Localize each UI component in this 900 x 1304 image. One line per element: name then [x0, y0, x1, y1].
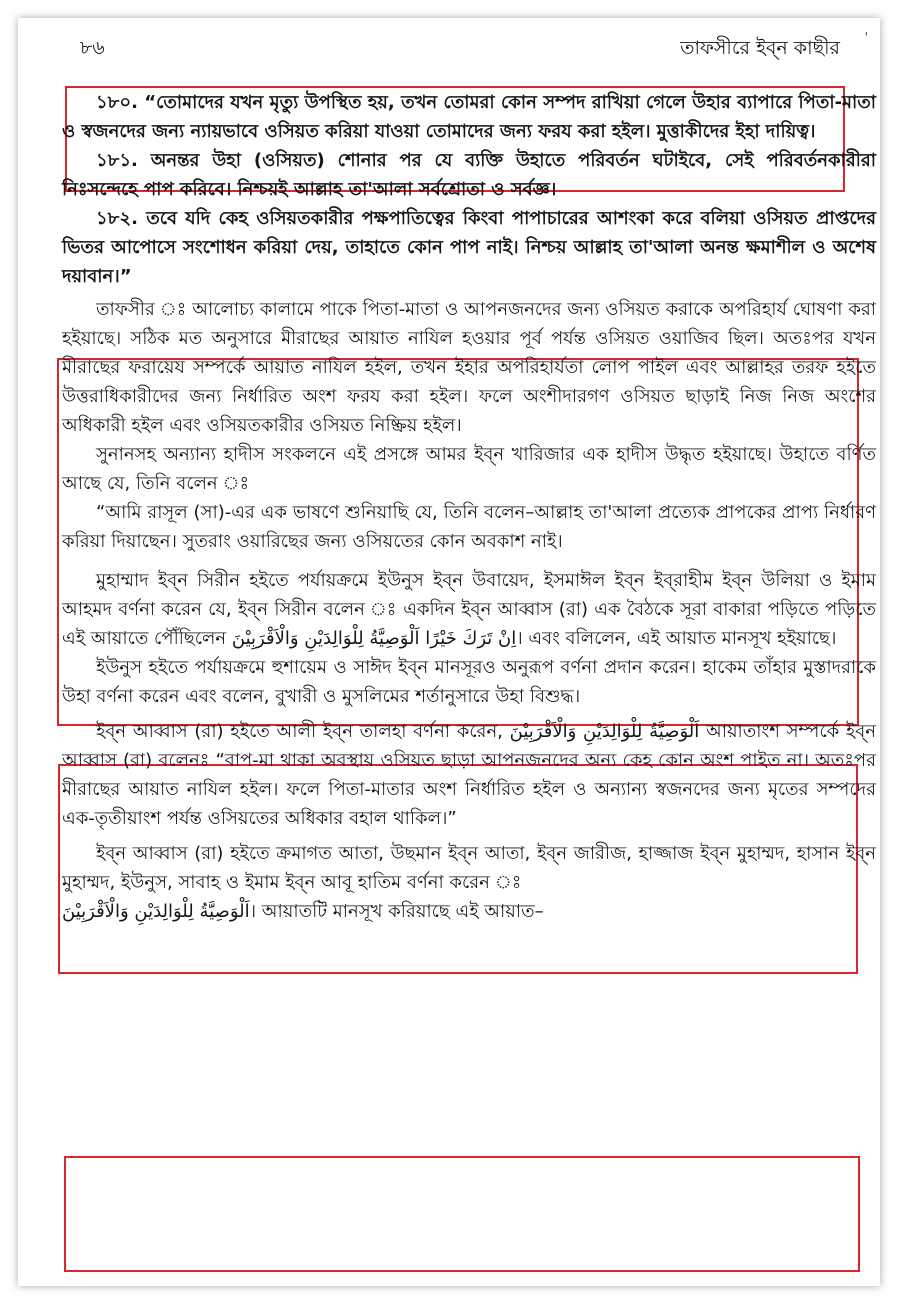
arabic-phrase-wasiyya-2: اَلْوَصِيَّةُ لِلْوَالِدَيْنِ وَالْاَقْرَبِيْنَ: [509, 721, 700, 742]
corner-mark: ': [864, 30, 868, 44]
sunan-hadith-intro: সুনানসহ অন্যান্য হাদীস সংকলনে এই প্রসঙ্গে আমর ইব্‌ন খারিজার এক হাদীস উদ্ধৃত হইয়াছে। উহাতে বর্ণিত আছে যে, তিনি বলেন ঃ: [62, 444, 876, 494]
page-header: [80, 34, 840, 64]
page-content: [62, 62, 876, 926]
talha-text-2: আয়াতাংশ সম্পর্কে ইব্‌ন আব্বাস (রা) বলেনঃ “বাপ-মা থাকা অবস্থায় ওসিয়ত ছাড়া আপনজনদের অন্য কেহ কোন অংশ পাইত না। অতঃপর মীরাছের আয়াত নাযিল হইল। ফলে পিতা-মাতার অংশ নির্ধারিত হইল ও অন্যান্য স্বজনদের জন্য মৃতের সম্পদের এক-তৃতীয়াংশ পর্যন্ত ওসিয়তের অধিকার বহাল থাকিল।”: [62, 721, 876, 829]
arabic-phrase-khayran: اِنْ تَرَكَ خَيْرًا: [425, 628, 517, 649]
talha-narration: [62, 717, 876, 833]
verse-180: ১৮০. “তোমাদের যখন মৃত্যু উপস্থিত হয়, তখন তোমরা কোন সম্পদ রাখিয়া গেলে উহার ব্যাপারে পিতা-মাতা ও স্বজনদের জন্য ন্যায়ভাবে ওসিয়ত করিয়া যাওয়া তোমাদের জন্য ফরয করা হইল। মুত্তাকীদের ইহা দায়িত্ব।: [62, 92, 876, 142]
talha-text: ইব্‌ন আব্বাস (রা) হইতে আলী ইব্‌ন তালহা বর্ণনা করেন,: [96, 721, 510, 742]
tafsir-intro: তাফসীর ঃ আলোচ্য কালামে পাকে পিতা-মাতা ও আপনজনদের জন্য ওসিয়ত করাকে অপরিহার্য ঘোষণা করা হইয়াছে। সঠিক মত অনুসারে মীরাছের আয়াত নাযিল হওয়ার পূর্ব পর্যন্ত ওসিয়ত ওয়াজিব ছিল। অতঃপর যখন মীরাছের ফরায়েয সম্পর্কে আয়াত নাযিল হইল, তখন ইহার অপরিহার্যতা লোপ পাইল এবং আল্লাহর তরফ হইতে উত্তরাধিকারীদের জন্য নির্ধারিত অংশ ফরয করা হইল। ফলে অংশীদারগণ ওসিয়ত ছাড়াই নিজ নিজ অংশের অধিকারী হইল এবং ওসিয়তকারীর ওসিয়ত নিষ্ক্রিয় হইল।: [62, 299, 876, 436]
ata-text: ইব্‌ন আব্বাস (রা) হইতে ক্রমাগত আতা, উছমান ইব্‌ন আতা, ইব্‌ন জারীজ, হাজ্জাজ ইব্‌ন মুহাম্মদ, হাসান ইব্‌ন মুহাম্মদ, ইউনুস, সাবাহ ও ইমাম ইব্‌ন আবূ হাতিম বর্ণনা করেন ঃ: [62, 843, 876, 893]
arabic-phrase-wasiyya-3: اَلْوَصِيَّةُ لِلْوَالِدَيْنِ وَالْاَقْرَبِيْنَ: [62, 901, 250, 922]
page-number: ৮৬: [80, 37, 105, 59]
verse-181: ১৮১. অনন্তর উহা (ওসিয়ত) শোনার পর যে ব্যক্তি উহাতে পরিবর্তন ঘটাইবে, সেই পরিবর্তনকারীরা নিঃসন্দেহে পাপ করিবে। নিশ্চয়ই আল্লাহ তা'আলা সর্বশ্রোতা ও সর্বজ্ঞ।: [62, 150, 876, 200]
sirin-text: মুহাম্মাদ ইব্‌ন সিরীন হইতে পর্যায়ক্রমে ইউনুস ইব্‌ন উবায়েদ, ইসমাঈল ইব্‌ন ইব্‌রাহীম ইব্‌ন উলিয়া ও ইমাম আহমদ বর্ণনা করেন যে, ইব্‌ন সিরীন বলেন ঃ একদিন ইব্‌ন আব্বাস (রা) এক বৈঠকে সূরা বাকারা পড়িতে পড়িতে এই আয়াতে পৌঁছিলেন: [62, 570, 876, 649]
verse-182: ১৮২. তবে যদি কেহ ওসিয়তকারীর পক্ষপাতিত্বের কিংবা পাপাচারের আশংকা করে বলিয়া ওসিয়ত প্রাপ্তদের ভিতর আপোসে সংশোধন করিয়া দেয়, তাহাতে কোন পাপ নাই। নিশ্চয় আল্লাহ তা'আলা অনন্ত ক্ষমাশীল ও অশেষ দয়াবান।”: [62, 208, 876, 287]
yunus-narration: ইউনুস হইতে পর্যায়ক্রমে হুশায়েম ও সাঈদ ইব্‌ন মানসূরও অনুরূপ বর্ণনা প্রদান করেন। হাকেম তাঁহার মুস্তাদরাকে উহা বর্ণনা করেন এবং বলেন, বুখারী ও মুসলিমের শর্তানুসারে উহা বিশুদ্ধ।: [62, 657, 876, 707]
sirin-text-3: । এবং বলিলেন, এই আয়াত মানসূখ হইয়াছে।: [516, 628, 837, 649]
arabic-phrase-wasiyya: اَلْوَصِيَّةُ لِلْوَالِدَيْنِ وَالْاَقْرَبِيْنَ: [231, 628, 420, 649]
ata-narration: [62, 839, 876, 926]
ata-text-2: । আয়াতটি মানসূখ করিয়াছে এই আয়াত–: [249, 901, 544, 922]
book-title: তাফসীরে ইব্‌ন কাছীর: [680, 37, 840, 59]
hadith-quote: “আমি রাসূল (সা)-এর এক ভাষণে শুনিয়াছি যে, তিনি বলেন–আল্লাহ তা'আলা প্রত্যেক প্রাপকের প্রাপ্য নির্ধারণ করিয়া দিয়াছেন। সুতরাং ওয়ারিছের জন্য ওসিয়তের কোন অবকাশ নাই।: [62, 502, 876, 552]
sirin-narration: [62, 566, 876, 653]
